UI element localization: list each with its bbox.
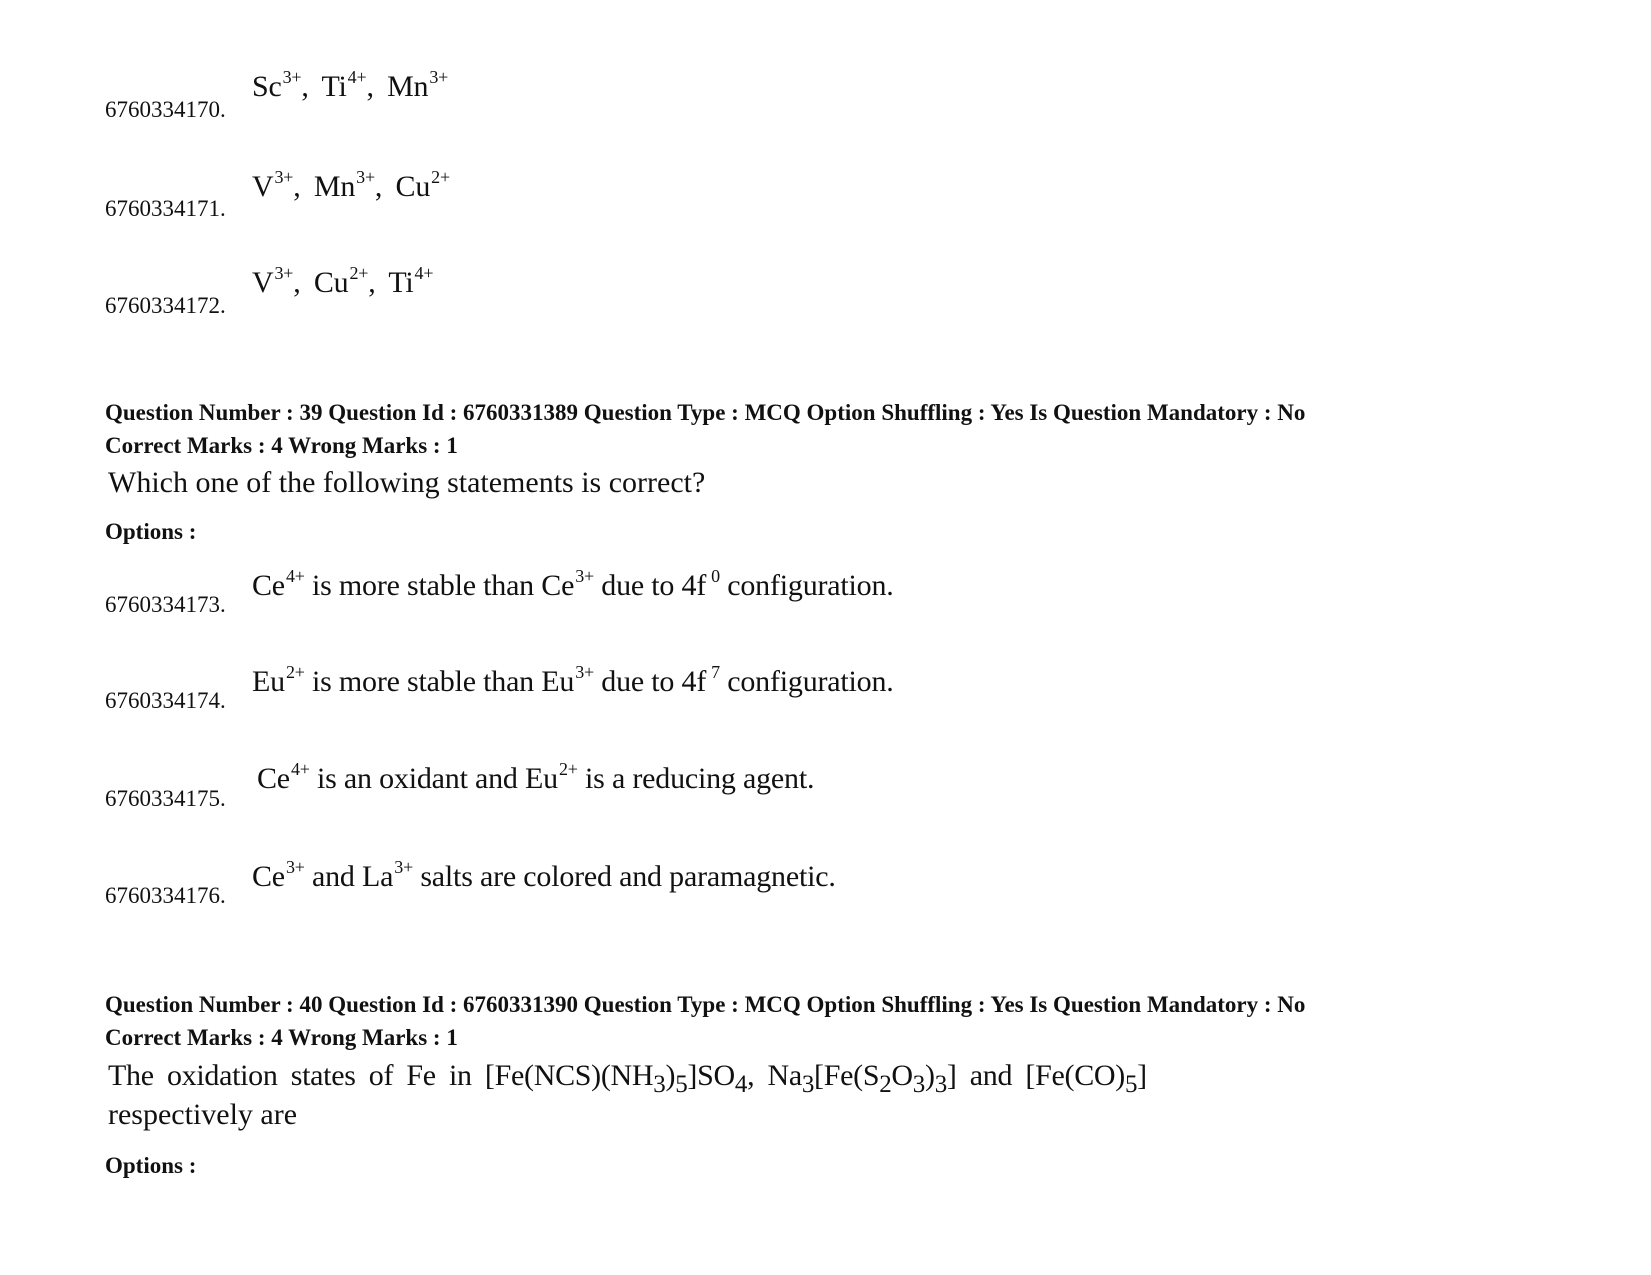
question-text-continued: respectively are [108, 1098, 298, 1131]
option-id: 6760334173. [105, 592, 226, 617]
option-text: $Ce^{3+}$ and $La^{3+}$ salts are colored and paramagnetic. [252, 857, 836, 893]
option-id: 6760334174. [105, 688, 226, 713]
question-text: The oxidation states of Fe in $[Fe(NCS)(NH_3)_5]SO_4$, $Na_3[Fe(S_2O_3)_3]$ and $[Fe(CO)_5]$ [108, 1059, 1147, 1098]
option-id: 6760334175. [105, 786, 226, 811]
question-marks: Correct Marks : 4 Wrong Marks : 1 [105, 433, 458, 458]
option-text: $Ce^{4+}$ is more stable than $Ce^{3+}$ due to 4f $^0$ configuration. [252, 566, 894, 602]
option-text: $V^{3+}$, $Mn^{3+}$, $Cu^{2+}$ [252, 167, 450, 203]
option-id: 6760334170. [105, 97, 226, 122]
question-text: Which one of the following statements is correct? [108, 466, 706, 499]
option-text: $Sc^{3+}$, $Ti^{4+}$, $Mn^{3+}$ [252, 67, 449, 103]
question-header: Question Number : 39 Question Id : 6760331389 Question Type : MCQ Option Shuffling : Yes Is Question Mandatory : No [105, 400, 1306, 425]
option-id: 6760334172. [105, 293, 226, 318]
options-label: Options : [105, 519, 197, 544]
option-text: $Eu^{2+}$ is more stable than $Eu^{3+}$ due to 4f $^7$ configuration. [252, 662, 894, 698]
question-header: Question Number : 40 Question Id : 6760331390 Question Type : MCQ Option Shuffling : Yes Is Question Mandatory : No [105, 992, 1306, 1017]
question-marks: Correct Marks : 4 Wrong Marks : 1 [105, 1025, 458, 1050]
option-id: 6760334176. [105, 883, 226, 908]
options-label: Options : [105, 1153, 197, 1178]
option-text: $V^{3+}$, $Cu^{2+}$, $Ti^{4+}$ [252, 263, 434, 299]
option-text: $Ce^{4+}$ is an oxidant and $Eu^{2+}$ is a reducing agent. [257, 759, 815, 795]
option-id: 6760334171. [105, 196, 226, 221]
